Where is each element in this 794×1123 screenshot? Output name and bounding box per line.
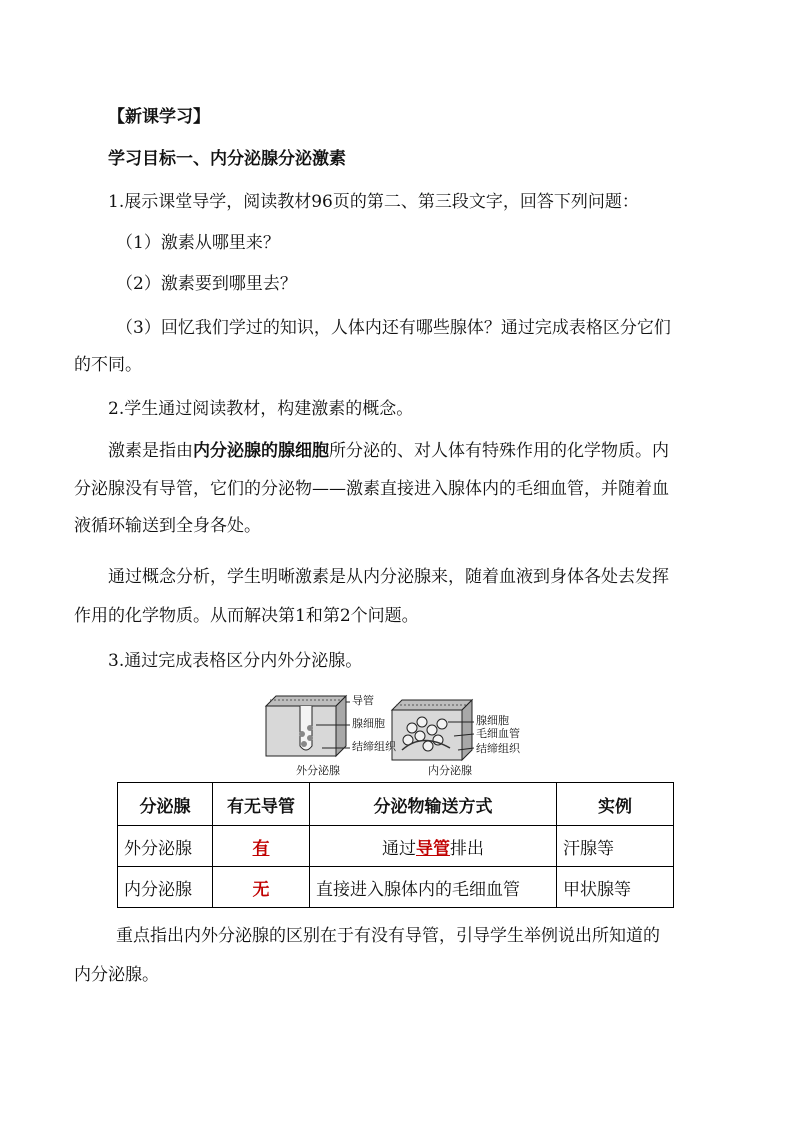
analysis-line2: 作用的化学物质。从而解决第1和第2个问题。 [74, 606, 419, 626]
gland-figure [262, 692, 542, 778]
row2-method: 直接进入腺体内的毛细血管 [310, 867, 557, 908]
item-2: 2.学生通过阅读教材，构建激素的概念。 [108, 399, 414, 419]
section-header: 【新课学习】 [108, 107, 210, 127]
exocrine-gland-drawing [266, 696, 350, 756]
question-3-line2: 的不同。 [74, 355, 142, 375]
header-gland: 分泌腺 [118, 783, 213, 826]
summary-line2: 内分泌腺。 [74, 965, 159, 985]
table-header-row [118, 783, 674, 826]
endocrine-label-connective: 结缔组织 [476, 742, 520, 755]
row2-example: 甲状腺等 [557, 867, 674, 908]
table-row [118, 867, 674, 908]
row1-duct-cell [213, 826, 310, 867]
definition-line2: 分泌腺没有导管，它们的分泌物——激素直接进入腺体内的毛细血管，并随着血 [74, 479, 669, 499]
exocrine-caption: 外分泌腺 [296, 764, 340, 777]
row1-duct-answer: 有 [252, 838, 270, 859]
definition-bold: 内分泌腺的腺细胞 [193, 441, 329, 461]
definition-pre: 激素是指由 [108, 441, 193, 461]
definition-post: 所分泌的、对人体有特殊作用的化学物质。内 [329, 441, 669, 461]
row1-example: 汗腺等 [557, 826, 674, 867]
question-1: （1）激素从哪里来？ [116, 233, 280, 253]
row1-method-cell [310, 826, 557, 867]
summary-line1: 重点指出内外分泌腺的区别在于有没有导管，引导学生举例说出所知道的 [116, 926, 660, 946]
table-row [118, 826, 674, 867]
row2-duct-answer: 无 [252, 879, 270, 900]
row1-method-post: 排出 [450, 838, 484, 859]
analysis-line1: 通过概念分析，学生明晰激素是从内分泌腺来，随着血液到身体各处去发挥 [108, 567, 669, 587]
question-2: （2）激素要到哪里去？ [116, 274, 297, 294]
header-method: 分泌物输送方式 [310, 783, 557, 826]
exocrine-label-duct: 导管 [352, 694, 374, 707]
endocrine-label-capillary: 毛细血管 [476, 727, 520, 740]
row1-method-answer: 导管 [416, 838, 450, 859]
header-duct: 有无导管 [213, 783, 310, 826]
gland-comparison-table [117, 782, 674, 908]
item-3: 3.通过完成表格区分内外分泌腺。 [108, 651, 363, 671]
row1-gland: 外分泌腺 [118, 826, 213, 867]
objective-title: 学习目标一、内分泌腺分泌激素 [108, 149, 346, 169]
exocrine-label-connective: 结缔组织 [352, 740, 396, 753]
endocrine-gland-drawing [392, 700, 474, 760]
endocrine-caption: 内分泌腺 [428, 764, 472, 777]
exocrine-label-gland-cell: 腺细胞 [352, 717, 385, 730]
row2-gland: 内分泌腺 [118, 867, 213, 908]
item-1: 1.展示课堂导学，阅读教材96页的第二、第三段文字，回答下列问题： [108, 192, 639, 212]
question-3-line1: （3）回忆我们学过的知识，人体内还有哪些腺体？通过完成表格区分它们 [116, 318, 671, 338]
header-example: 实例 [557, 783, 674, 826]
definition-line3: 液循环输送到全身各处。 [74, 516, 261, 536]
row1-method-pre: 通过 [382, 838, 416, 859]
endocrine-label-gland-cell: 腺细胞 [476, 714, 509, 727]
row2-duct-cell [213, 867, 310, 908]
definition-line1 [108, 440, 669, 462]
